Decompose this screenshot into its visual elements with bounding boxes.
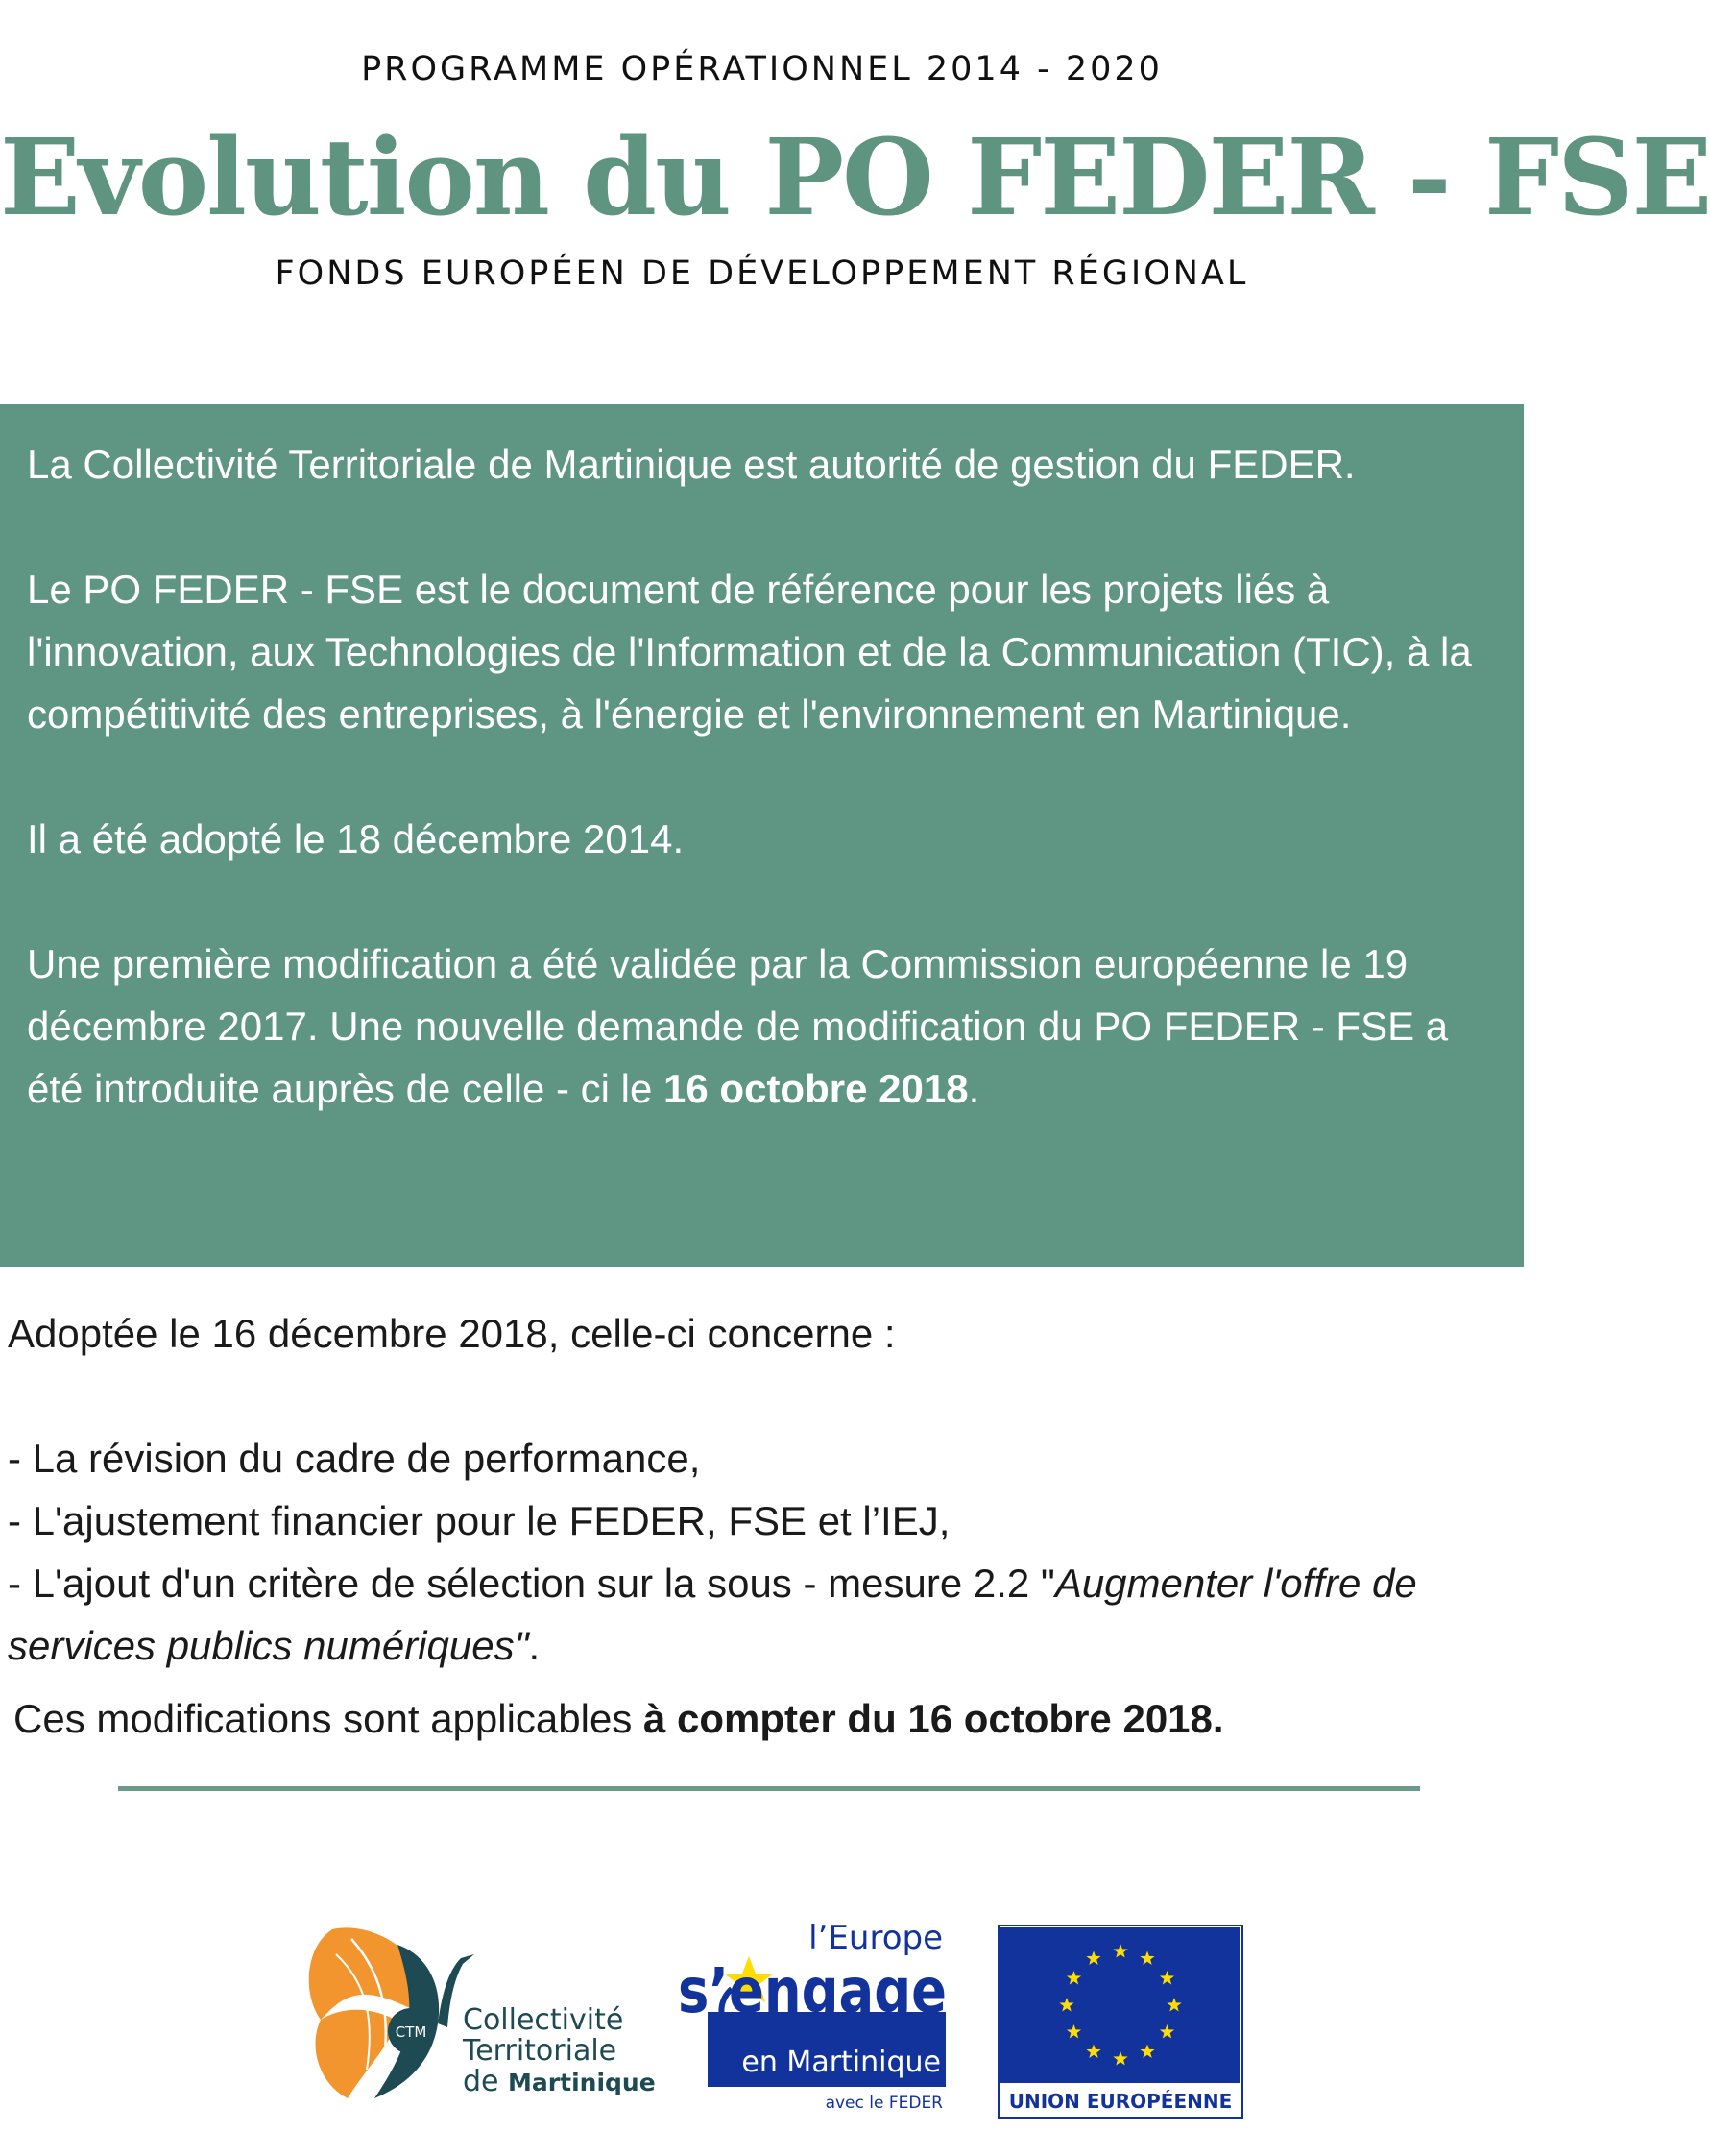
list-item: - L'ajustement financier pour le FEDER, FSE et l’IEJ,	[8, 1498, 951, 1543]
europe-engage-logo	[672, 1906, 951, 2113]
subtitle: FONDS EUROPÉEN DE DÉVELOPPEMENT RÉGIONAL	[275, 254, 1249, 293]
closing-text: Ces modifications sont applicables	[13, 1696, 644, 1741]
logo-row	[0, 1906, 1524, 2118]
kicker: PROGRAMME OPÉRATIONNEL 2014 - 2020	[361, 50, 1163, 88]
ctm-line-3-prefix: de	[463, 2065, 509, 2098]
details-lead: Adoptée le 16 décembre 2018, celle-ci concerne :	[8, 1311, 896, 1356]
details-section	[8, 1302, 1505, 1677]
list-item-end: .	[528, 1623, 541, 1668]
ctm-line-3-name: Martinique	[508, 2069, 656, 2096]
intro-date-highlight: 16 octobre 2018	[663, 1066, 969, 1111]
ctm-line-3	[463, 2065, 656, 2098]
closing-date: à compter du 16 octobre 2018.	[643, 1696, 1224, 1741]
intro-paragraph-4-text: Une première modification a été validée par la Commission européenne le 19 décembre 2017. Une nouvelle demande de modification du PO FEDER - FSE a été introduite auprès de celle - ci le	[27, 941, 1449, 1111]
closing-statement	[13, 1687, 1511, 1750]
list-item: - La révision du cadre de performance,	[8, 1436, 701, 1481]
eu-flag-logo	[999, 1926, 1242, 2118]
list-item	[8, 1552, 1505, 1677]
intro-paragraph-4-end: .	[968, 1066, 980, 1111]
ctm-line-1: Collectivité	[463, 2003, 624, 2037]
eu-label: UNION EUROPÉENNE	[1008, 2090, 1233, 2113]
ctm-badge-text: CTM	[395, 2023, 427, 2041]
engage-line-2: s’engage	[678, 1956, 947, 2027]
list-item-text: - L'ajout d'un critère de sélection sur la sous - mesure 2.2 "	[8, 1561, 1055, 1606]
measure-title: Augmenter l'offre de services publics numériques"	[8, 1561, 1417, 1668]
engage-line-3: en Martinique	[741, 2046, 941, 2079]
butterfly-icon	[309, 1927, 474, 2098]
divider	[118, 1786, 1420, 1791]
ctm-logo	[294, 1916, 656, 2103]
intro-paragraph-3: Il a été adopté le 18 décembre 2014.	[27, 816, 685, 861]
intro-paragraph-2: Le PO FEDER - FSE est le document de référence pour les projets liés à l'innovation, aux Technologies de l'Information et de la Communication (TIC), à la compétitivité des entreprises, à l'énergie et l'environnement en Martinique.	[27, 567, 1472, 737]
ctm-line-2: Territoriale	[463, 2034, 617, 2068]
page-title: Evolution du PO FEDER - FSE	[0, 115, 1710, 239]
intro-paragraph-1: La Collectivité Territoriale de Martinique est autorité de gestion du FEDER.	[27, 442, 1356, 487]
intro-panel	[0, 404, 1524, 1267]
engage-line-1: l’Europe	[808, 1919, 943, 1957]
intro-paragraph-4	[27, 933, 1503, 1120]
engage-line-4: avec le FEDER	[825, 2094, 943, 2113]
